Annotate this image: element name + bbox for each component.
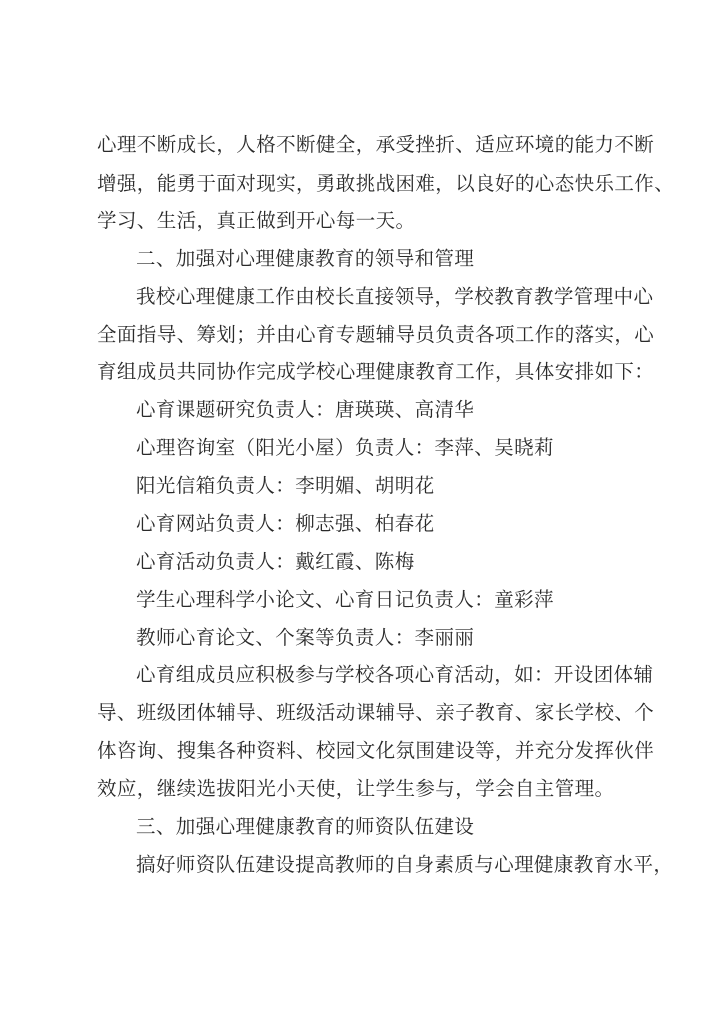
list-item: 心理咨询室（阳光小屋）负责人：李萍、吴晓莉 — [136, 436, 554, 459]
paragraph-line: 导、班级团体辅导、班级活动课辅导、亲子教育、家长学校、个 — [97, 701, 655, 724]
paragraph-line: 搞好师资队伍建设提高教师的自身素质与心理健康教育水平， — [136, 853, 674, 876]
list-item: 阳光信箱负责人：李明媚、胡明花 — [136, 474, 435, 497]
paragraph-line: 体咨询、搜集各种资料、校园文化氛围建设等，并充分发挥伙伴 — [97, 739, 655, 762]
paragraph-line: 我校心理健康工作由校长直接领导，学校教育教学管理中心 — [136, 285, 654, 308]
list-item: 心育网站负责人：柳志强、柏春花 — [136, 512, 435, 535]
paragraph-line: 学习、生活，真正做到开心每一天。 — [97, 209, 416, 232]
paragraph-line: 增强，能勇于面对现实，勇敢挑战困难，以良好的心态快乐工作、 — [97, 172, 675, 195]
list-item: 学生心理科学小论文、心育日记负责人：童彩萍 — [136, 588, 554, 611]
paragraph-line: 心育组成员应积极参与学校各项心育活动，如：开设团体辅 — [136, 663, 654, 686]
list-item: 心育活动负责人：戴红霞、陈梅 — [136, 550, 415, 573]
paragraph-line: 全面指导、筹划；并由心育专题辅导员负责各项工作的落实，心 — [97, 323, 655, 346]
section-heading: 二、加强对心理健康教育的领导和管理 — [136, 247, 475, 270]
paragraph-line: 育组成员共同协作完成学校心理健康教育工作，具体安排如下： — [97, 360, 655, 383]
list-item: 心育课题研究负责人：唐瑛瑛、高清华 — [136, 398, 475, 421]
paragraph-line: 效应，继续选拔阳光小天使，让学生参与，学会自主管理。 — [97, 777, 615, 800]
section-heading: 三、加强心理健康教育的师资队伍建设 — [136, 815, 475, 838]
paragraph-line: 心理不断成长，人格不断健全，承受挫折、适应环境的能力不断 — [97, 133, 655, 156]
list-item: 教师心育论文、个案等负责人：李丽丽 — [136, 626, 475, 649]
